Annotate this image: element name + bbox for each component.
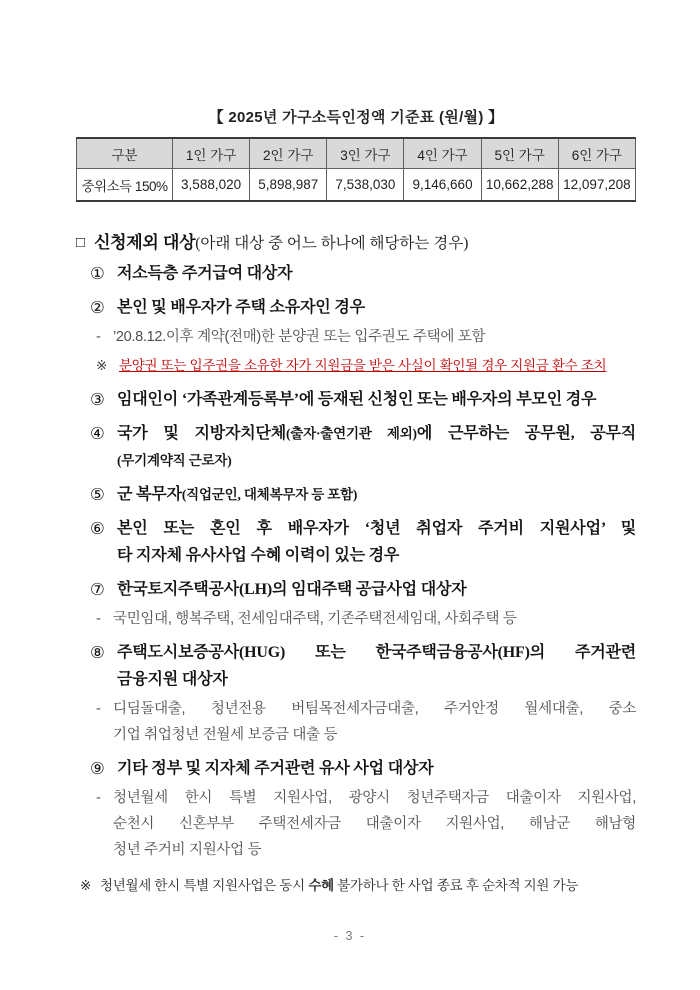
income-table-header-row <box>77 138 636 169</box>
cell-value: 7,538,030 <box>327 169 404 202</box>
footnote-text: 불가하나 한 사업 종료 후 순차적 지원 가능 <box>333 878 579 893</box>
item-text-paren: (직업군인, 대체복무자 등 포함) <box>181 487 358 502</box>
item-text: 본인 및 배우자가 주택 소유자인 경우 <box>117 299 365 316</box>
item-text: 저소득층 주거급여 대상자 <box>117 265 293 282</box>
item-text-line2: (무기계약직 근로자) <box>117 453 232 468</box>
item-number: ⑥ <box>90 519 105 538</box>
section-heading <box>76 228 636 253</box>
column-header: 구분 <box>77 138 173 169</box>
cell-value: 10,662,288 <box>481 169 558 202</box>
square-bullet-icon: □ <box>76 235 86 251</box>
exclusion-item-5 <box>90 481 636 508</box>
row-label: 중위소득 150% <box>77 169 173 202</box>
exclusion-item-4 <box>90 420 636 474</box>
item-text-part: 군 복무자 <box>117 486 182 503</box>
reference-mark-icon: ※ <box>80 878 92 893</box>
sub-note <box>96 324 636 350</box>
item-text: 한국토지주택공사(LH)의 임대주택 공급사업 대상자 <box>117 581 467 598</box>
item-text: 본인 또는 혼인 후 배우자가 ‘청년 취업자 주거비 지원사업’ 및 <box>117 520 636 537</box>
footnote-bold-text: 수혜 <box>308 878 334 893</box>
dash-marker: - <box>96 790 101 806</box>
item-text-part: 에 근무하는 공무원, 공무직 <box>416 425 636 442</box>
item-number: ① <box>90 264 105 283</box>
red-warning-text: 분양권 또는 입주권을 소유한 자가 지원금을 받은 사실이 확인될 경우 지원금 환수 조치 <box>119 358 607 373</box>
sub-note <box>96 696 636 748</box>
income-table-data-row <box>77 169 636 202</box>
exclusion-item-3 <box>90 386 636 413</box>
sub-note-text: ’20.8.12.이후 계약(전매)한 분양권 또는 입주권도 주택에 포함 <box>113 329 486 345</box>
item-text-line2: 금융지원 대상자 <box>117 671 228 688</box>
page-number: - 3 - <box>333 929 367 943</box>
column-header: 5인 가구 <box>481 138 558 169</box>
item-text <box>117 481 636 508</box>
item-number: ⑤ <box>90 485 105 504</box>
item-number: ⑨ <box>90 759 105 778</box>
income-table <box>76 137 636 202</box>
item-number: ② <box>90 298 105 317</box>
reference-mark-icon: ※ <box>96 358 108 373</box>
income-table-title: 【 2025년 가구소득인정액 기준표 (원/월) 】 <box>208 109 504 126</box>
cell-value: 12,097,208 <box>558 169 635 202</box>
cell-value: 5,898,987 <box>250 169 327 202</box>
column-header: 6인 가구 <box>558 138 635 169</box>
exclusion-item-1 <box>90 260 636 287</box>
dash-marker: - <box>96 701 101 717</box>
sub-note-text: 기업 취업청년 전월세 보증금 대출 등 <box>113 727 338 743</box>
item-text: 주택도시보증공사(HUG) 또는 한국주택금융공사(HF)의 주거관련 <box>117 644 636 661</box>
item-number: ⑧ <box>90 643 105 662</box>
item-text-paren: (출자·출연기관 제외) <box>286 426 417 441</box>
footnote-text: 청년월세 한시 특별 지원사업은 동시 <box>100 878 309 893</box>
dash-marker: - <box>96 329 101 345</box>
sub-note-text: 청년 주거비 지원사업 등 <box>113 842 262 858</box>
exclusion-item-7 <box>90 576 636 603</box>
item-text: 임대인이 ‘가족관계등록부’에 등재된 신청인 또는 배우자의 부모인 경우 <box>117 391 597 408</box>
item-number: ④ <box>90 424 105 443</box>
column-header: 2인 가구 <box>250 138 327 169</box>
item-text-line2: 타 지자체 유사사업 수혜 이력이 있는 경우 <box>117 547 400 564</box>
sub-note <box>96 785 636 863</box>
exclusion-item-2 <box>90 294 636 321</box>
exclusion-item-6 <box>90 515 636 569</box>
sub-note <box>96 606 636 632</box>
item-text-part: 국가 및 지방자치단체 <box>117 425 286 442</box>
footnote <box>80 873 636 899</box>
item-text <box>117 420 636 447</box>
sub-note-text: 디딤돌대출, 청년전용 버팀목전세자금대출, 주거안정 월세대출, 중소 <box>113 701 636 717</box>
exclusion-item-9 <box>90 755 636 782</box>
item-number: ⑦ <box>90 580 105 599</box>
exclusion-item-8 <box>90 639 636 693</box>
warning-note <box>96 353 636 379</box>
item-number: ③ <box>90 390 105 409</box>
sub-note-text: 순천시 신혼부부 주택전세자금 대출이자 지원사업, 해남군 해남형 <box>113 816 636 832</box>
column-header: 1인 가구 <box>173 138 250 169</box>
sub-note-text: 청년월세 한시 특별 지원사업, 광양시 청년주택자금 대출이자 지원사업, <box>113 790 636 806</box>
section-title: 신청제외 대상 <box>94 233 196 252</box>
cell-value: 3,588,020 <box>173 169 250 202</box>
dash-marker: - <box>96 611 101 627</box>
column-header: 3인 가구 <box>327 138 404 169</box>
sub-note-text: 국민임대, 행복주택, 전세임대주택, 기존주택전세임대, 사회주택 등 <box>113 611 517 627</box>
section-title-note: (아래 대상 중 어느 하나에 해당하는 경우) <box>195 235 469 252</box>
column-header: 4인 가구 <box>404 138 481 169</box>
cell-value: 9,146,660 <box>404 169 481 202</box>
item-text: 기타 정부 및 지자체 주거관련 유사 사업 대상자 <box>117 760 434 777</box>
